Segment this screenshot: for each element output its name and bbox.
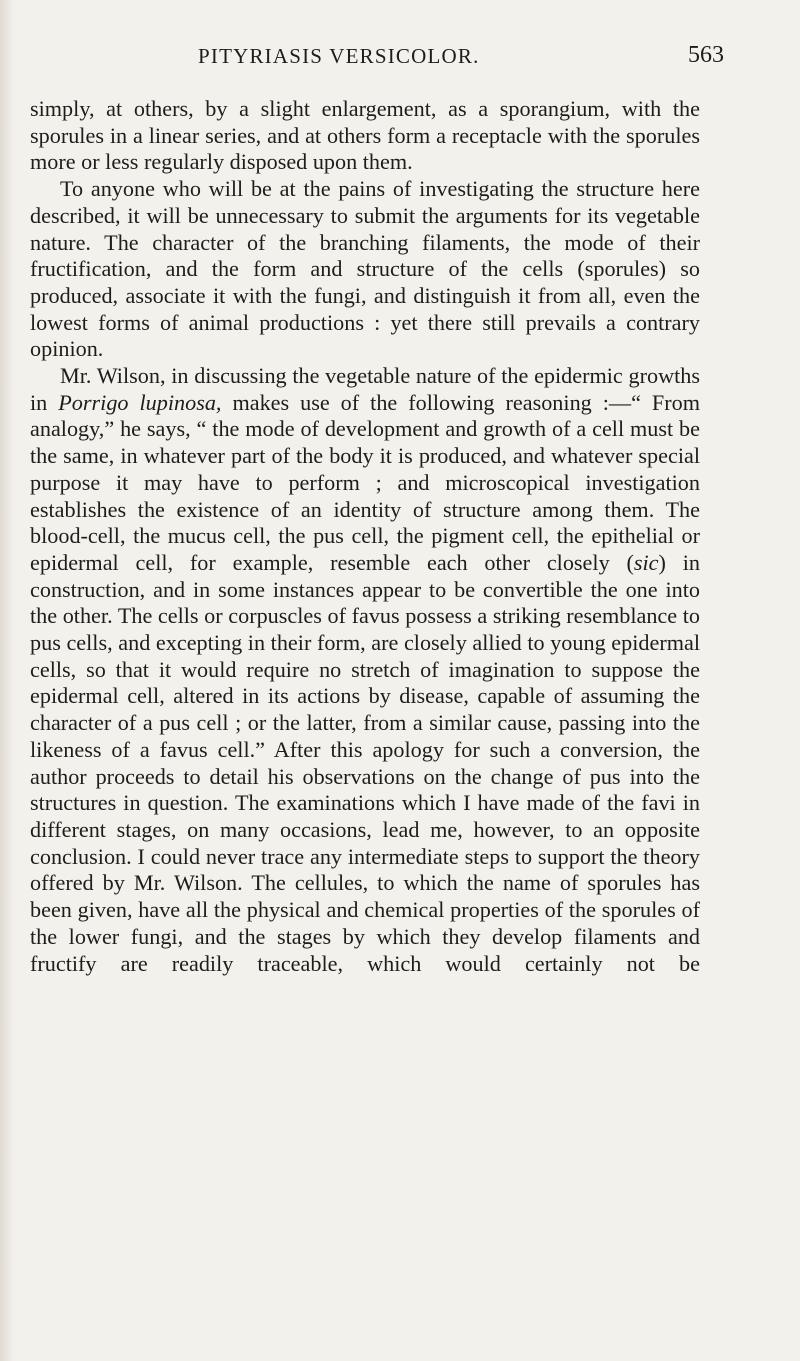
sic-annotation: sic bbox=[633, 549, 659, 575]
paragraph-3-text-end: ) in construction, and in some instances appear to be convertible the one into the other. The cells or corpuscles of favus possess a striking resemblance to pus cells, and excepting in their form, are closely allied to young epidermal cells, so that it would require no stretch of imagination to suppose the epidermal cell, altered in its actions by disease, capable of assuming the character of a pus cell ; or the latter, from a similar cause, passing into the likeness of a favus cell.” After this apology for such a conversion, the author proceeds to detail his observations on the change of pus into the structures in question. The examinations which I have made of the favi in different stages, on many occasions, lead me, however, to an opposite conclusion. I could never trace any intermediate steps to support the theory offered by Mr. Wilson. The cellules, to which the name of sporules has been given, have all the physical and chemical properties of the sporules of the lower fungi, and the stages by which they develop filaments and fructify are readily traceable, which would certainly not be bbox=[30, 549, 700, 976]
paragraph-1: simply, at others, by a slight enlargement, as a sporangium, with the sporules in a linear series, and at others form a receptacle with the sporules more or less regularly disposed upon them. bbox=[30, 96, 700, 175]
page-edge-shadow bbox=[0, 0, 14, 1361]
body-text bbox=[30, 96, 700, 977]
paragraph-3-text-start: Mr. Wilson, in discussing the vegetable nature of the epidermic growths in bbox=[30, 363, 700, 415]
running-head bbox=[30, 38, 724, 68]
book-page bbox=[30, 0, 780, 1361]
paragraph-2: To anyone who will be at the pains of investigating the structure here described, it will be unnecessary to submit the arguments for its vegetable nature. The character of the branching filaments, the mode of their fructification, and the form and structure of the cells (sporules) so produced, associate it with the fungi, and distinguish it from all, even the lowest forms of animal productions : yet there still prevails a contrary opinion. bbox=[30, 176, 700, 362]
running-title: PITYRIASIS VERSICOLOR. bbox=[198, 44, 480, 68]
paragraph-3-text-middle: makes use of the following reasoning :—“ From analogy,” he says, “ the mode of development and growth of a cell must be the same, in whatever part of the body it is produced, and whatever special purpose it may have to perform ; and microscopical investigation establishes the existence of an identity of structure among them. The blood-cell, the mucus cell, the pus cell, the pigment cell, the epithelial or epidermal cell, for example, resemble each other closely ( bbox=[30, 389, 700, 575]
page-number: 563 bbox=[688, 42, 724, 68]
species-name: Porrigo lupinosa, bbox=[58, 389, 222, 415]
paragraph-3 bbox=[30, 363, 700, 977]
